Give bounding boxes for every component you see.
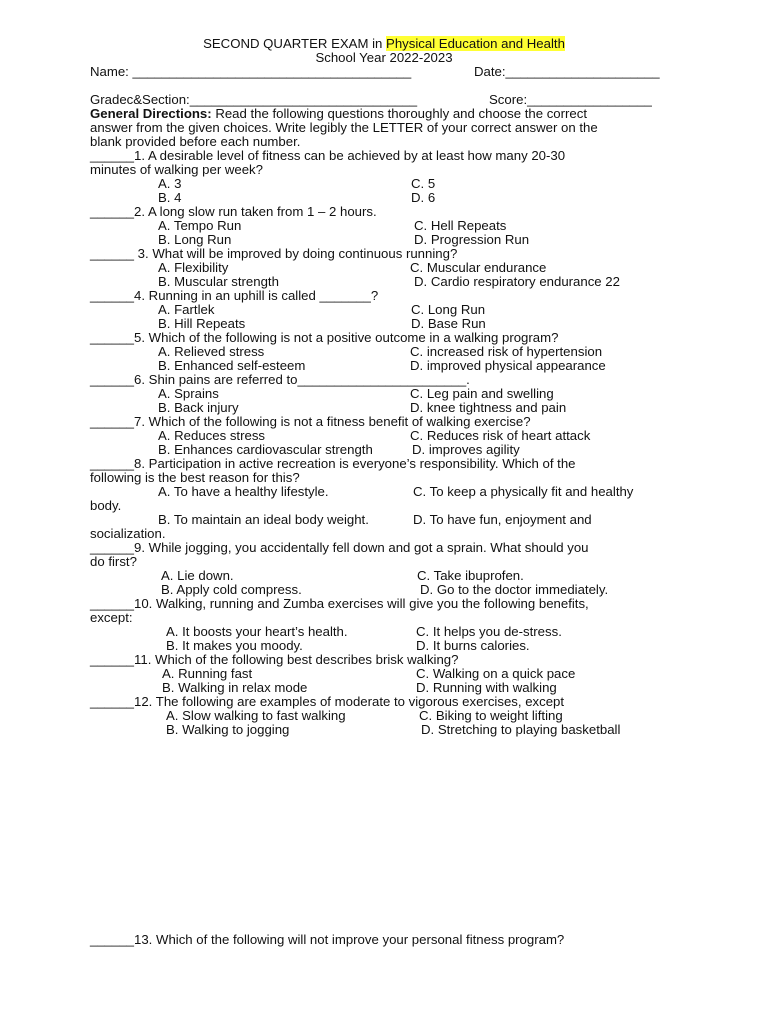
question-9-stem: ______9. While jogging, you accidentally fell down and got a sprain. What should you bbox=[90, 540, 589, 555]
question-1-choice-c: C. 5 bbox=[411, 176, 436, 191]
question-7-choice-a: A. Reduces stress bbox=[158, 428, 266, 443]
name-field[interactable]: Name: ______________________________________ bbox=[90, 64, 412, 79]
question-7-choice-c: C. Reduces risk of heart attack bbox=[410, 428, 591, 443]
exam-title-prefix: SECOND QUARTER EXAM in bbox=[203, 36, 387, 51]
question-2-stem: ______2. A long slow run taken from 1 – 2 hours. bbox=[90, 204, 377, 219]
question-4-choice-d: D. Base Run bbox=[411, 316, 486, 331]
question-4-choice-a: A. Fartlek bbox=[158, 302, 215, 317]
question-5-choice-a: A. Relieved stress bbox=[158, 344, 265, 359]
question-8-choice-d-wrap: socialization. bbox=[90, 526, 166, 541]
score-field[interactable]: Score:_________________ bbox=[489, 92, 652, 107]
question-5-choice-c: C. increased risk of hypertension bbox=[410, 344, 603, 359]
question-10-choice-b: B. It makes you moody. bbox=[166, 638, 303, 653]
question-3-choice-b: B. Muscular strength bbox=[158, 274, 279, 289]
question-12-choice-a: A. Slow walking to fast walking bbox=[166, 708, 346, 723]
question-3-choice-a: A. Flexibility bbox=[158, 260, 229, 275]
question-9-choice-a: A. Lie down. bbox=[161, 568, 234, 583]
directions-text-1: Read the following questions thoroughly and choose the correct bbox=[211, 106, 588, 121]
question-4-choice-c: C. Long Run bbox=[411, 302, 486, 317]
question-13-stem: ______13. Which of the following will not improve your personal fitness program? bbox=[90, 932, 565, 947]
question-1-choice-b: B. 4 bbox=[158, 190, 182, 205]
question-2-choice-a: A. Tempo Run bbox=[158, 218, 242, 233]
question-8-choice-c-wrap: body. bbox=[90, 498, 122, 513]
question-12-choice-c: C. Biking to weight lifting bbox=[419, 708, 563, 723]
question-4-stem: ______4. Running in an uphill is called _______? bbox=[90, 288, 379, 303]
question-1-choice-a: A. 3 bbox=[158, 176, 182, 191]
question-8-choice-c: C. To keep a physically fit and healthy bbox=[413, 484, 634, 499]
question-3-stem: ______ 3. What will be improved by doing continuous running? bbox=[90, 246, 458, 261]
question-11-choice-d: D. Running with walking bbox=[416, 680, 557, 695]
question-1-choice-d: D. 6 bbox=[411, 190, 436, 205]
question-8-choice-a: A. To have a healthy lifestyle. bbox=[158, 484, 329, 499]
question-6-choice-a: A. Sprains bbox=[158, 386, 219, 401]
question-2-choice-b: B. Long Run bbox=[158, 232, 232, 247]
question-9-choice-d: D. Go to the doctor immediately. bbox=[420, 582, 609, 597]
directions-line-1 bbox=[90, 107, 587, 121]
question-11-choice-b: B. Walking in relax mode bbox=[162, 680, 308, 695]
question-10-stem: ______10. Walking, running and Zumba exercises will give you the following benefits, bbox=[90, 596, 589, 611]
question-9-stem-cont: do first? bbox=[90, 554, 137, 569]
question-12-choice-d: D. Stretching to playing basketball bbox=[421, 722, 621, 737]
question-10-choice-c: C. It helps you de-stress. bbox=[416, 624, 562, 639]
exam-subject-highlight: Physical Education and Health bbox=[386, 36, 565, 51]
question-1-stem: ______1. A desirable level of fitness can be achieved by at least how many 20-30 bbox=[90, 148, 566, 163]
question-11-choice-a: A. Running fast bbox=[162, 666, 253, 681]
question-6-choice-c: C. Leg pain and swelling bbox=[410, 386, 554, 401]
question-2-choice-c: C. Hell Repeats bbox=[414, 218, 507, 233]
exam-title bbox=[0, 37, 768, 51]
question-6-stem: ______6. Shin pains are referred to_______________________. bbox=[90, 372, 470, 387]
question-7-choice-b: B. Enhances cardiovascular strength bbox=[158, 442, 373, 457]
question-5-choice-b: B. Enhanced self-esteem bbox=[158, 358, 306, 373]
question-10-choice-a: A. It boosts your heart’s health. bbox=[166, 624, 348, 639]
directions-label: General Directions: bbox=[90, 106, 212, 121]
question-12-stem: ______12. The following are examples of moderate to vigorous exercises, except bbox=[90, 694, 565, 709]
question-7-stem: ______7. Which of the following is not a fitness benefit of walking exercise? bbox=[90, 414, 531, 429]
question-8-choice-b: B. To maintain an ideal body weight. bbox=[158, 512, 369, 527]
directions-line-3: blank provided before each number. bbox=[90, 134, 301, 149]
question-12-choice-b: B. Walking to jogging bbox=[166, 722, 290, 737]
question-11-choice-c: C. Walking on a quick pace bbox=[416, 666, 576, 681]
question-11-stem: ______11. Which of the following best describes brisk walking? bbox=[90, 652, 459, 667]
directions-line-2: answer from the given choices. Write legibly the LETTER of your correct answer on the bbox=[90, 120, 598, 135]
question-8-stem: ______8. Participation in active recreation is everyone’s responsibility. Which of the bbox=[90, 456, 576, 471]
question-6-choice-d: D. knee tightness and pain bbox=[410, 400, 567, 415]
question-2-choice-d: D. Progression Run bbox=[414, 232, 530, 247]
question-5-choice-d: D. improved physical appearance bbox=[410, 358, 606, 373]
question-3-choice-d: D. Cardio respiratory endurance 22 bbox=[414, 274, 620, 289]
question-5-stem: ______5. Which of the following is not a positive outcome in a walking program? bbox=[90, 330, 559, 345]
question-10-choice-d: D. It burns calories. bbox=[416, 638, 530, 653]
section-field[interactable]: Gradec&Section:_______________________________ bbox=[90, 92, 418, 107]
question-3-choice-c: C. Muscular endurance bbox=[410, 260, 547, 275]
question-8-choice-d: D. To have fun, enjoyment and bbox=[413, 512, 592, 527]
question-9-choice-b: B. Apply cold compress. bbox=[161, 582, 302, 597]
date-field[interactable]: Date:_____________________ bbox=[474, 64, 660, 79]
question-4-choice-b: B. Hill Repeats bbox=[158, 316, 246, 331]
question-10-stem-cont: except: bbox=[90, 610, 133, 625]
question-9-choice-c: C. Take ibuprofen. bbox=[417, 568, 524, 583]
question-1-stem-cont: minutes of walking per week? bbox=[90, 162, 263, 177]
school-year: School Year 2022-2023 bbox=[315, 50, 453, 65]
question-7-choice-d: D. improves agility bbox=[412, 442, 520, 457]
question-8-stem-cont: following is the best reason for this? bbox=[90, 470, 300, 485]
question-6-choice-b: B. Back injury bbox=[158, 400, 239, 415]
